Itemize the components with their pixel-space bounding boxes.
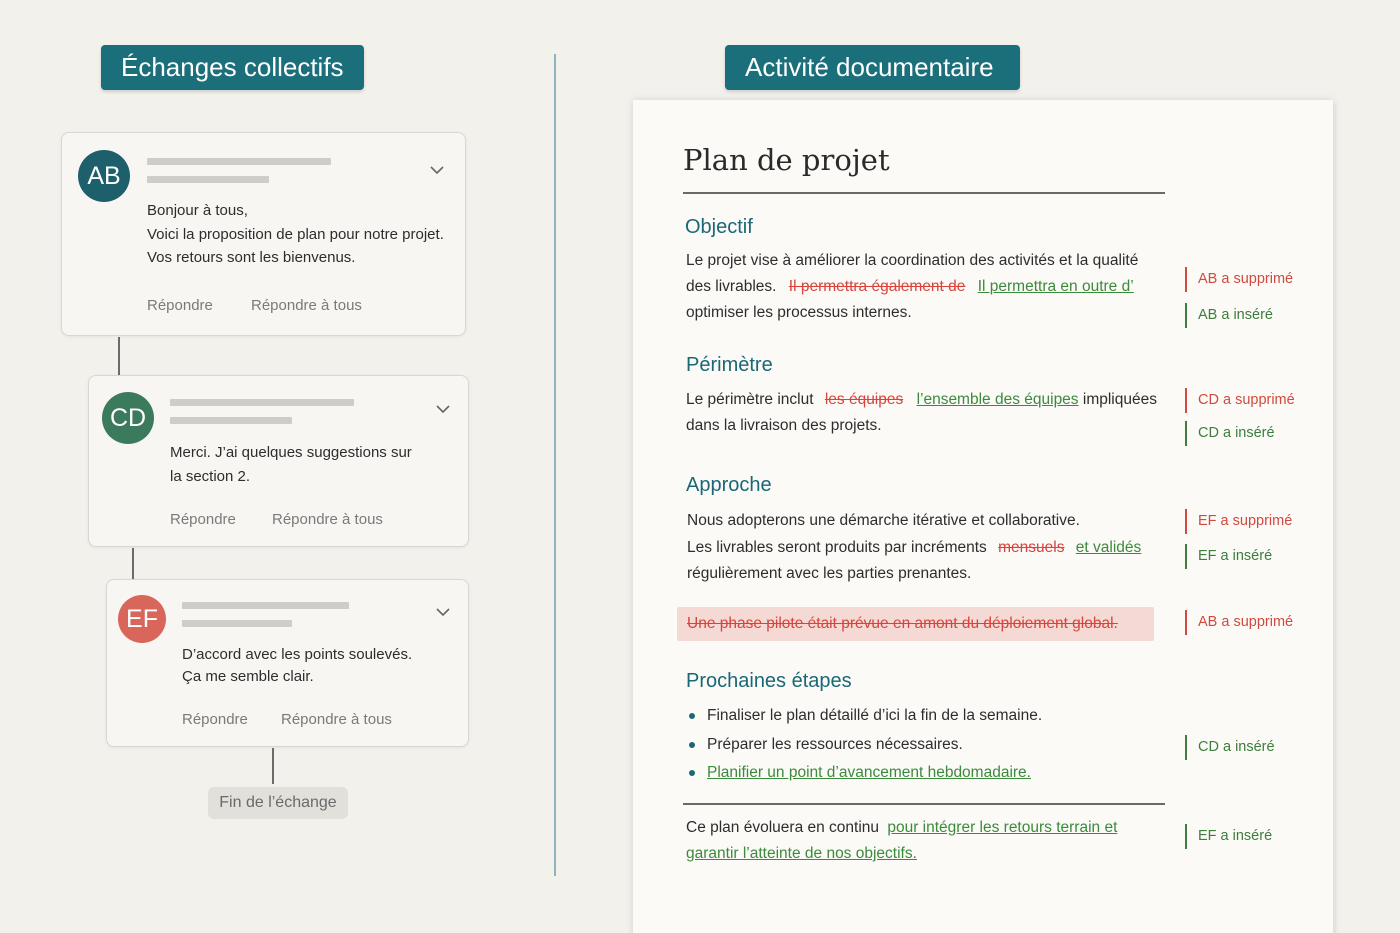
message-line: la section 2. <box>170 467 251 485</box>
text-line <box>686 274 1166 300</box>
text-line <box>686 841 1166 867</box>
sender-name-placeholder <box>147 158 331 165</box>
inserted-text: et validés <box>1075 538 1142 556</box>
inserted-text: Planifier un point d’avancement hebdomadaire. <box>707 764 1031 781</box>
inserted-text: garantir l’atteinte de nos objectifs. <box>686 845 917 862</box>
document-title: Plan de projet <box>683 143 890 177</box>
text-line <box>687 535 1167 562</box>
annotation-deleted[interactable]: AB a supprimé <box>1185 610 1293 635</box>
message-line: Voici la proposition de plan pour notre projet. <box>147 225 444 243</box>
right-panel-title: Activité documentaire <box>725 45 1020 90</box>
chevron-down-icon[interactable] <box>434 606 452 618</box>
section-body-objectif <box>686 248 1166 326</box>
message-line: Merci. J’ai quelques suggestions sur <box>170 444 412 461</box>
message-card-ef <box>106 579 469 747</box>
message-body <box>170 441 412 488</box>
list-item: Préparer les ressources nécessaires. <box>686 731 1166 760</box>
reply-button[interactable]: Répondre <box>182 711 248 728</box>
text-line <box>686 815 1166 841</box>
panel-divider <box>554 54 556 876</box>
annotation-deleted[interactable]: CD a supprimé <box>1185 388 1295 413</box>
message-body <box>182 644 412 688</box>
text-span: impliquées <box>1082 391 1157 408</box>
sender-name-placeholder <box>182 602 349 609</box>
message-line: D’accord avec les points soulevés. <box>182 646 413 663</box>
list-item <box>686 759 1166 788</box>
thread-connector <box>132 548 134 579</box>
section-body-approche <box>687 508 1167 588</box>
inserted-text: pour intégrer les retours terrain et <box>887 819 1118 836</box>
annotation-inserted[interactable]: EF a inséré <box>1185 544 1272 569</box>
inserted-text: Il permettra en outre d’ <box>977 278 1134 295</box>
deleted-text: mensuels <box>998 538 1065 556</box>
annotation-deleted[interactable]: EF a supprimé <box>1185 509 1292 534</box>
section-heading-objectif: Objectif <box>685 216 753 238</box>
message-body <box>147 199 444 270</box>
avatar-cd: CD <box>102 392 154 444</box>
annotation-inserted[interactable]: CD a inséré <box>1185 421 1275 446</box>
chevron-down-icon[interactable] <box>434 403 452 415</box>
section-rule <box>683 803 1165 805</box>
message-card-ab <box>61 132 466 336</box>
annotation-inserted[interactable]: CD a inséré <box>1185 735 1275 760</box>
inserted-text: l’ensemble des équipes <box>916 391 1079 408</box>
timestamp-placeholder <box>147 176 269 183</box>
section-body-perimetre <box>686 387 1171 439</box>
annotation-inserted[interactable]: AB a inséré <box>1185 303 1273 328</box>
thread-connector <box>118 337 120 375</box>
text-line: dans la livraison des projets. <box>686 417 882 434</box>
sender-name-placeholder <box>170 399 354 406</box>
text-line: Nous adopterons une démarche itérative et collaborative. <box>687 512 1080 529</box>
text-line: régulièrement avec les parties prenantes. <box>687 565 972 582</box>
reply-all-button[interactable]: Répondre à tous <box>281 711 392 728</box>
title-rule <box>683 192 1165 194</box>
annotation-deleted[interactable]: AB a supprimé <box>1185 267 1293 292</box>
text-span: Les livrables seront produits par incréments <box>687 538 987 556</box>
text-line: optimiser les processus internes. <box>686 304 912 321</box>
avatar-ef: EF <box>118 595 166 643</box>
steps-list <box>686 702 1166 788</box>
text-line: Le projet vise à améliorer la coordination des activités et la qualité <box>686 252 1139 269</box>
message-line: Ça me semble clair. <box>182 668 314 685</box>
annotation-inserted[interactable]: EF a inséré <box>1185 824 1272 849</box>
text-span: Le périmètre inclut <box>686 391 814 408</box>
reply-all-button[interactable]: Répondre à tous <box>251 297 362 314</box>
text-span: des livrables. <box>686 278 777 295</box>
chevron-down-icon[interactable] <box>428 164 446 176</box>
text-span: Ce plan évoluera en continu <box>686 819 880 836</box>
message-line: Vos retours sont les bienvenus. <box>147 249 356 266</box>
message-line: Bonjour à tous, <box>147 202 248 219</box>
timestamp-placeholder <box>170 417 292 424</box>
timestamp-placeholder <box>182 620 292 627</box>
deleted-text: Il permettra également de <box>788 278 966 295</box>
section-heading-approche: Approche <box>686 474 772 496</box>
reply-button[interactable]: Répondre <box>147 297 213 314</box>
reply-all-button[interactable]: Répondre à tous <box>272 511 383 528</box>
thread-connector <box>272 748 274 784</box>
list-item: Finaliser le plan détaillé d’ici la fin de la semaine. <box>686 702 1166 731</box>
section-heading-etapes: Prochaines étapes <box>686 670 852 692</box>
text-line <box>686 387 1171 413</box>
deleted-text: les équipes <box>824 391 904 408</box>
end-of-thread-label: Fin de l’échange <box>208 787 348 819</box>
section-heading-perimetre: Périmètre <box>686 354 773 376</box>
deleted-sentence: Une phase pilote était prévue en amont du déploiement global. <box>687 615 1118 632</box>
avatar-ab: AB <box>78 150 130 202</box>
reply-button[interactable]: Répondre <box>170 511 236 528</box>
conclusion-body <box>686 815 1166 867</box>
left-panel-title: Échanges collectifs <box>101 45 364 90</box>
message-card-cd <box>88 375 469 547</box>
